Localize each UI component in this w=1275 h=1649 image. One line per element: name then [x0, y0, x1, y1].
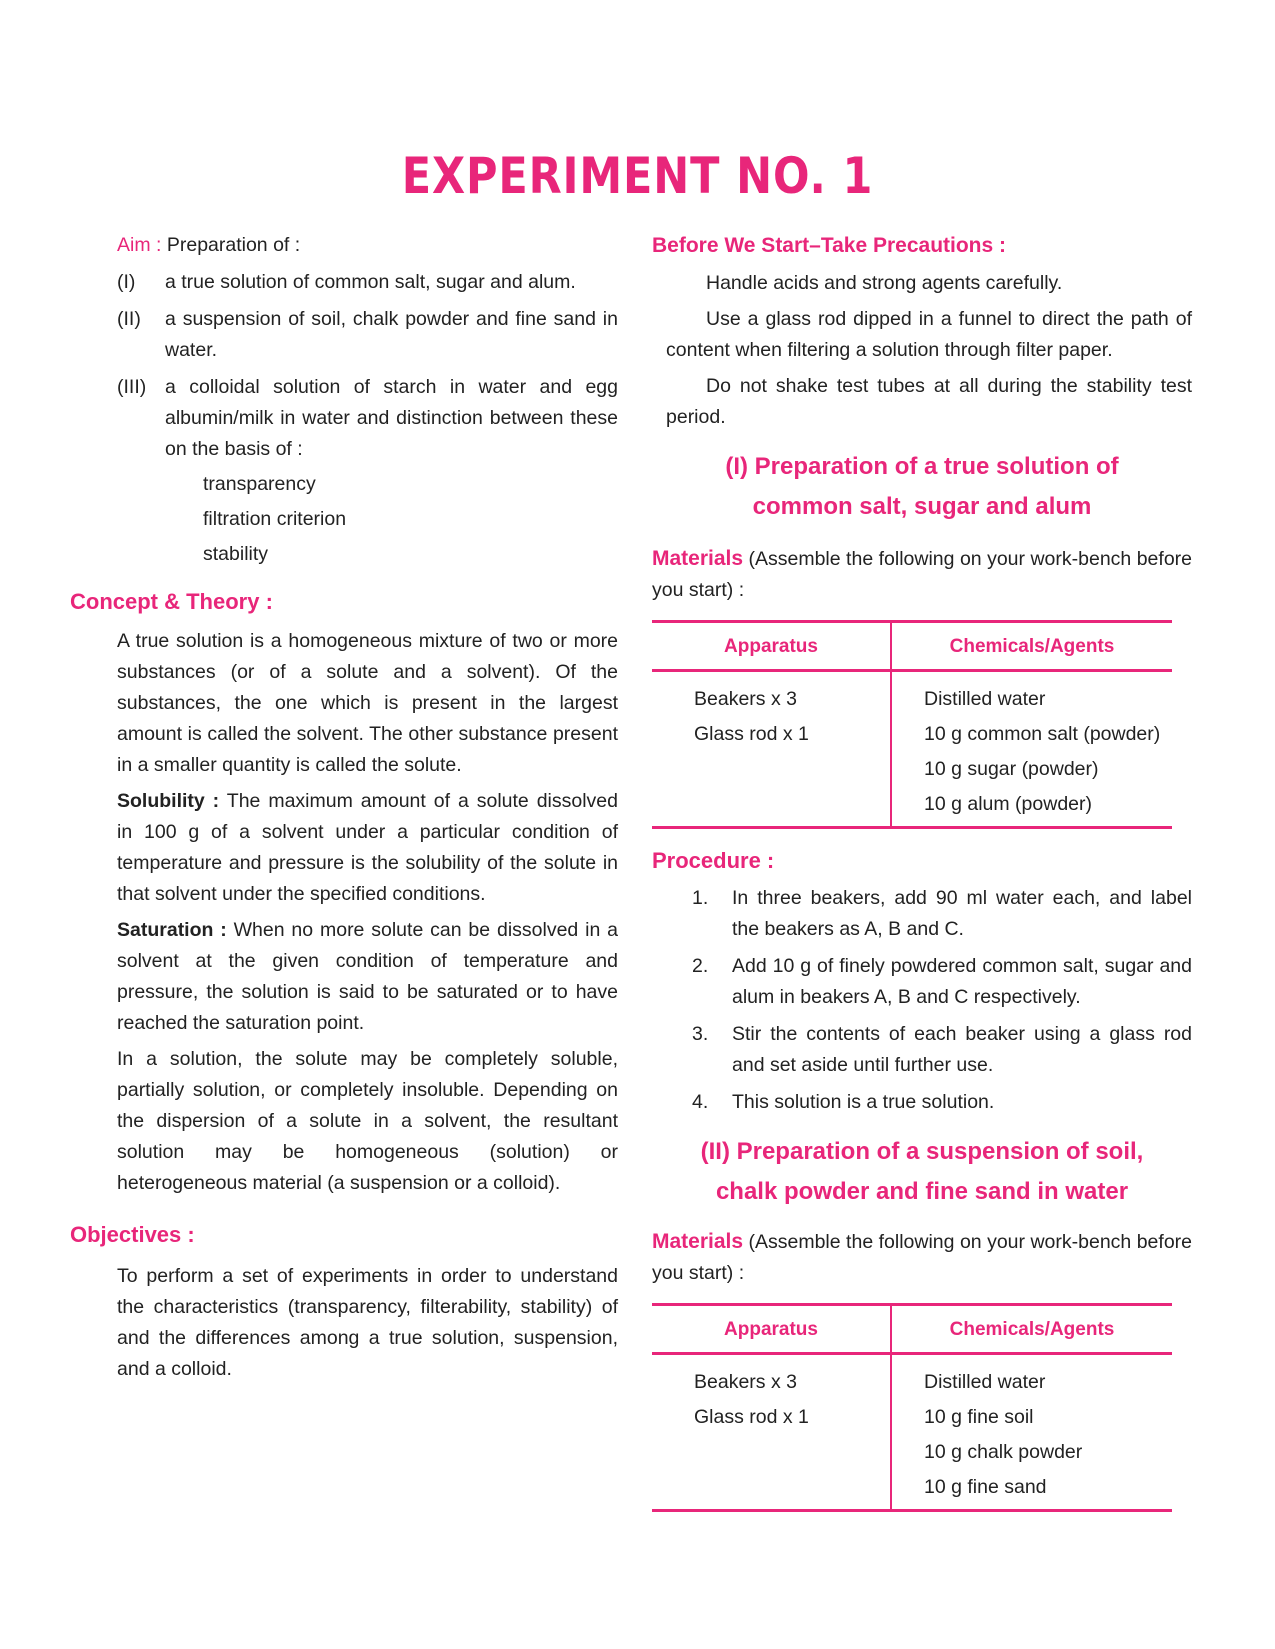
procedure-heading: Procedure : [652, 848, 775, 873]
chemical-item: 10 g fine soil [924, 1406, 1034, 1428]
aim-item-text: a colloidal solution of starch in water and egg albumin/milk in water and distinction between these on the basis of : [165, 376, 618, 460]
apparatus-item: Glass rod x 1 [694, 1406, 809, 1428]
right-column [652, 230, 1192, 1512]
apparatus-item: Beakers x 3 [694, 688, 797, 710]
procedure-step [692, 1087, 1192, 1118]
aim-item-text: a suspension of soil, chalk powder and fine sand in water. [165, 308, 618, 361]
left-column [70, 230, 618, 1385]
solubility-term: Solubility : [117, 790, 220, 812]
objectives-text: To perform a set of experiments in order to understand the characteristics (transparency, filterability, stability) of and the differences among a true solution, suspension, and a colloid. [117, 1265, 618, 1380]
step-text: This solution is a true solution. [732, 1091, 995, 1113]
apparatus-cell [652, 671, 891, 828]
part2-heading [652, 1132, 1192, 1212]
precautions-body [666, 268, 1192, 433]
part1-heading-line2: common salt, sugar and alum [752, 493, 1092, 520]
aim-label: Aim : [117, 234, 162, 256]
aim-item [117, 304, 618, 366]
criteria-item: filtration criterion [203, 508, 347, 530]
materials-label: Materials [652, 1230, 744, 1253]
step-text: In three beakers, add 90 ml water each, and label the beakers as A, B and C. [732, 887, 1192, 940]
apparatus-item: Glass rod x 1 [694, 723, 809, 745]
concept-paragraph: A true solution is a homogeneous mixture of two or more substances (or of a solute and a solvent). Of the substances, the one which is present in the largest amount is called the solvent. The other substance present in a smaller quantity is called the solute. [117, 630, 618, 776]
chemical-item: 10 g fine sand [924, 1476, 1047, 1498]
chemicals-cell [891, 671, 1172, 828]
aim-line [117, 230, 618, 261]
materials-label: Materials [652, 547, 744, 570]
precaution-item: Handle acids and strong agents carefully. [706, 272, 1063, 294]
chemical-item: 10 g sugar (powder) [924, 758, 1099, 780]
step-text: Stir the contents of each beaker using a glass rod and set aside until further use. [732, 1023, 1192, 1076]
part2-heading-line2: chalk powder and fine sand in water [715, 1178, 1129, 1205]
aim-item-num: (II) [117, 308, 141, 330]
chemicals-header: Chemicals/Agents [891, 622, 1172, 671]
aim-intro: Preparation of : [166, 234, 301, 256]
materials-note: (Assemble the following on your work-bench before you start) : [652, 1231, 1192, 1284]
aim-item [117, 372, 618, 465]
part1-materials-line [652, 543, 1192, 606]
chemical-item: 10 g alum (powder) [924, 793, 1092, 815]
procedure-step [692, 951, 1192, 1013]
concept-heading: Concept & Theory : [70, 589, 273, 614]
criteria-item: transparency [203, 473, 316, 495]
saturation-term: Saturation : [117, 919, 227, 941]
saturation-paragraph [117, 915, 618, 1039]
apparatus-item: Beakers x 3 [694, 1371, 797, 1393]
step-num: 2. [692, 955, 709, 977]
step-num: 4. [692, 1091, 709, 1113]
part2-materials-table [652, 1303, 1172, 1512]
step-num: 3. [692, 1023, 709, 1045]
procedure-list [692, 883, 1192, 1118]
part1-materials-table [652, 620, 1172, 829]
chemical-item: 10 g common salt (powder) [924, 723, 1161, 745]
step-num: 1. [692, 887, 709, 909]
apparatus-header: Apparatus [652, 1305, 891, 1354]
part1-heading-line1: (I) Preparation of a true solution of [725, 453, 1119, 480]
concept-body [117, 626, 618, 1199]
part2-heading-line1: (II) Preparation of a suspension of soil, [700, 1138, 1144, 1165]
saturation-text: When no more solute can be dissolved in a solvent at the given condition of temperature and pressure, the solution is said to be saturated or to have reached the saturation point. [117, 919, 618, 1034]
solubility-text: The maximum amount of a solute dissolved in 100 g of a solvent under a particular condition of temperature and pressure is the solubility of the solute in that solvent under the specified conditions. [117, 790, 618, 905]
criteria-item: stability [203, 543, 269, 565]
page-title: EXPERIMENT NO. 1 [401, 147, 874, 205]
aim-item-text: a true solution of common salt, sugar and alum. [165, 271, 576, 293]
aim-item-num: (I) [117, 271, 136, 293]
apparatus-cell [652, 1354, 891, 1511]
aim-item [117, 267, 618, 298]
part1-heading [652, 447, 1192, 527]
materials-note: (Assemble the following on your work-bench before you start) : [652, 548, 1192, 601]
chemicals-header: Chemicals/Agents [891, 1305, 1172, 1354]
chemical-item: Distilled water [924, 688, 1046, 710]
precautions-heading: Before We Start–Take Precautions : [652, 234, 1007, 257]
aim-item-num: (III) [117, 376, 147, 398]
precaution-item: Use a glass rod dipped in a funnel to direct the path of content when filtering a solution through filter paper. [666, 308, 1192, 361]
procedure-step [692, 883, 1192, 945]
criteria-list [203, 469, 618, 570]
chemical-item: 10 g chalk powder [924, 1441, 1083, 1463]
apparatus-header: Apparatus [652, 622, 891, 671]
procedure-step [692, 1019, 1192, 1081]
part2-materials-line [652, 1226, 1192, 1289]
chemicals-cell [891, 1354, 1172, 1511]
dispersion-paragraph: In a solution, the solute may be completely soluble, partially solution, or completely insoluble. Depending on the dispersion of a solute in a solvent, the resultant solution may be homogeneous (solution) or heterogeneous material (a suspension or a colloid). [117, 1048, 618, 1194]
solubility-paragraph [117, 786, 618, 910]
precaution-item: Do not shake test tubes at all during the stability test period. [666, 375, 1192, 428]
objectives-heading: Objectives : [70, 1222, 195, 1247]
step-text: Add 10 g of finely powdered common salt, sugar and alum in beakers A, B and C respectively. [732, 955, 1192, 1008]
chemical-item: Distilled water [924, 1371, 1046, 1393]
